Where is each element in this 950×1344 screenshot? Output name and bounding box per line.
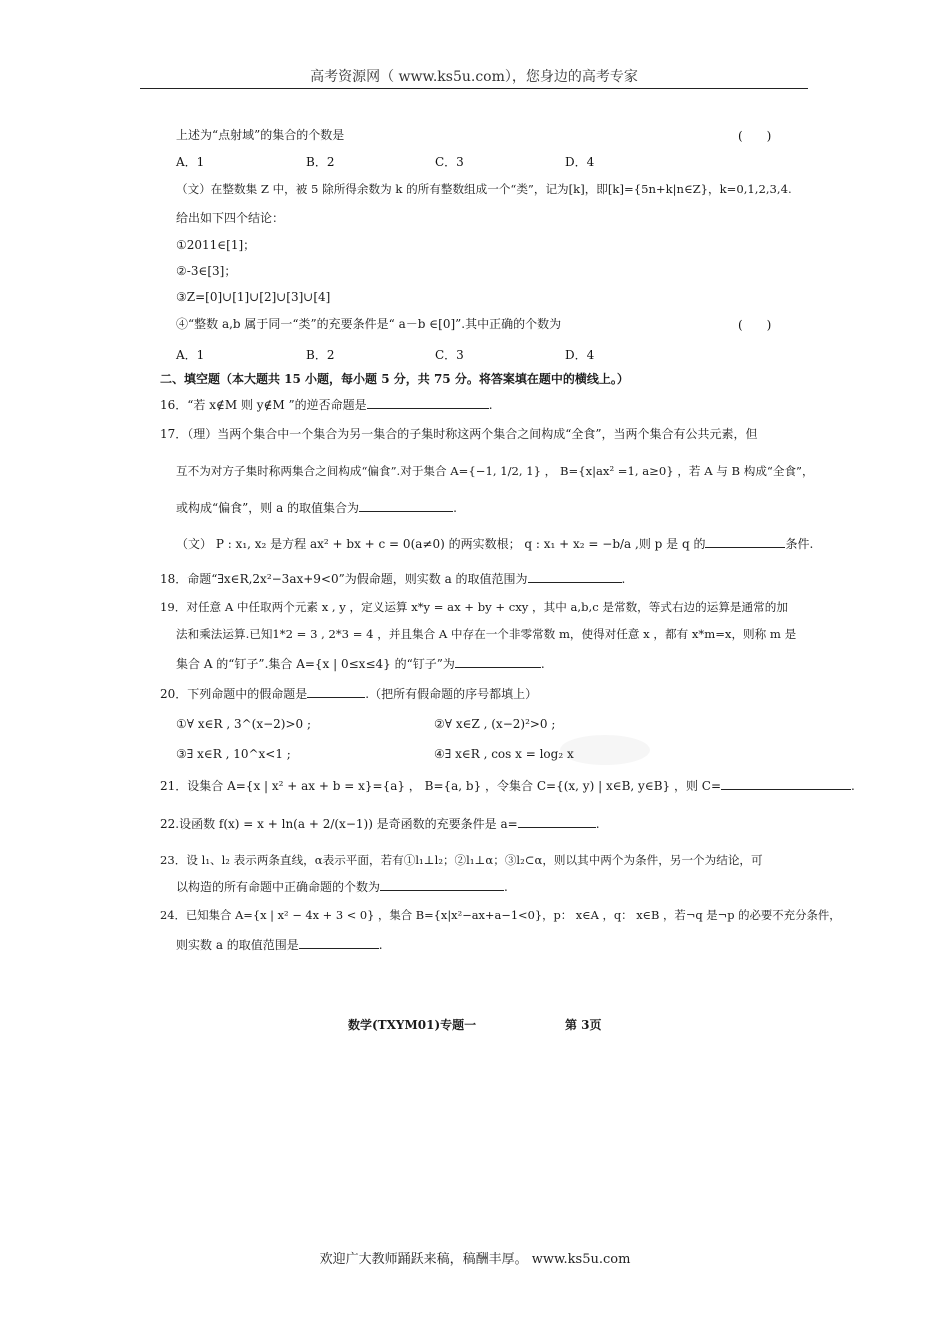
question-20-text: 20．下列命题中的假命题是: [160, 687, 308, 701]
wen-question-line1: （文）在整数集 Z 中，被 5 除所得余数为 k 的所有整数组成一个“类”，记为[k]，即[k]={5n+k|n∈Z}，k=0,1,2,3,4.: [176, 182, 792, 196]
option-d: D．4: [565, 348, 595, 362]
question-17-line3-end: .: [453, 501, 457, 515]
conclusion-1: ①2011∈[1]；: [176, 238, 256, 252]
question-17-line1: 17．（理）当两个集合中一个集合为另一集合的子集时称这两个集合之间构成“全食”，当两个集合有公共元素，但: [160, 427, 758, 441]
question-24-line2: [176, 937, 383, 953]
question-21-end: .: [851, 779, 855, 793]
answer-blank: [455, 656, 541, 668]
conclusion-2: ②-3∈[3]；: [176, 264, 237, 278]
answer-paren: ( ): [738, 318, 772, 332]
footer-subject: 数学(TXYM01)专题一: [348, 1018, 477, 1032]
question-16-end: .: [488, 398, 493, 412]
answer-blank: [299, 937, 379, 949]
answer-paren: ( ): [738, 129, 772, 143]
answer-blank: [307, 686, 365, 698]
question-19-line3: [176, 656, 545, 672]
question-20-end: .（把所有假命题的序号都填上）: [365, 687, 538, 701]
question-19-line1: 19．对任意 A 中任取两个元素 x , y ，定义运算 x*y = ax + by + cxy ，其中 a,b,c 是常数，等式右边的运算是通常的加: [160, 600, 788, 614]
answer-blank: [380, 879, 504, 891]
question-21: [160, 778, 855, 794]
question-20-option-1: ①∀ x∈R , 3^(x−2)>0 ;: [176, 717, 311, 731]
option-a: A．1: [176, 155, 205, 169]
question-22-text: 22.设函数 f(x) = x + ln(a + 2/(x−1)) 是奇函数的充要条件是 a=: [160, 817, 518, 831]
question-23-line1: 23．设 l₁、l₂ 表示两条直线，α表示平面，若有①l₁⊥l₂；②l₁⊥α；③l₂⊂α，则以其中两个为条件，另一个为结论，可: [160, 853, 763, 867]
question-16: [160, 397, 493, 413]
question-23-line2: [176, 879, 508, 895]
answer-blank: [367, 397, 489, 409]
site-header: 高考资源网（ www.ks5u.com），您身边的高考专家: [310, 69, 638, 85]
option-a: A．1: [176, 348, 205, 362]
answer-blank: [528, 571, 622, 583]
question-20-option-4: ④∃ x∈R , cos x = log₂ x: [434, 747, 574, 761]
section-fill-in-title: 二、填空题（本大题共 15 小题，每小题 5 分，共 75 分。将答案填在题中的横线上。）: [160, 372, 629, 386]
question-17-line3: [176, 500, 457, 516]
option-b: B．2: [306, 348, 335, 362]
bottom-banner: 欢迎广大教师踊跃来稿，稿酬丰厚。 www.ks5u.com: [319, 1252, 631, 1267]
question-16-text: 16．“若 x∉M 则 y∉M ”的逆否命题是: [160, 398, 367, 412]
option-d: D．4: [565, 155, 595, 169]
header-divider: [140, 88, 808, 89]
question-20: [160, 686, 537, 702]
question-23-line2-text: 以构造的所有命题中正确命题的个数为: [176, 880, 381, 894]
conclusion-3: ③Z=[0]∪[1]∪[2]∪[3]∪[4]: [176, 290, 331, 304]
question-17-line2: 互不为对方子集时称两集合之间构成“偏食”.对于集合 A={−1, 1/2, 1} ， B={x|ax² =1, a≥0} ，若 A 与 B 构成“全食”，: [176, 464, 814, 478]
question-17-wen: [176, 536, 813, 552]
question-18-text: 18．命题“∃x∈R,2x²−3ax+9<0”为假命题，则实数 a 的取值范围为: [160, 572, 528, 586]
option-c: C．3: [435, 155, 464, 169]
question-24-line1: 24．已知集合 A={x | x² − 4x + 3 < 0} ，集合 B={x|x²−ax+a−1<0}，p： x∈A ，q： x∈B ，若¬q 是¬p 的必要不充分条件，: [160, 908, 841, 922]
answer-blank: [705, 536, 785, 548]
question-18: [160, 571, 625, 587]
question-17-wen-end: 条件.: [785, 537, 814, 551]
question-24-line2-text: 则实数 a 的取值范围是: [176, 938, 299, 952]
option-c: C．3: [435, 348, 464, 362]
question-21-text: 21．设集合 A={x | x² + ax + b = x}={a} ， B={a, b} ，令集合 C={(x, y) | x∈B, y∈B} ，则 C=: [160, 779, 722, 793]
question-22-end: .: [595, 817, 600, 831]
question-23-line2-end: .: [504, 880, 508, 894]
answer-blank: [721, 778, 851, 790]
question-22: [160, 816, 600, 832]
question-20-option-3: ③∃ x∈R , 10^x<1 ;: [176, 747, 291, 761]
question-24-line2-end: .: [378, 938, 383, 952]
conclusion-4: ④“整数 a,b 属于同一“类”的充要条件是“ a－b ∈[0]”.其中正确的个数为: [176, 317, 562, 331]
question-17-wen-text: （文） P : x₁, x₂ 是方程 ax² + bx + c = 0(a≠0) 的两实数根； q : x₁ + x₂ = −b/a ,则 p 是 q 的: [176, 537, 706, 551]
footer-page-number: 第 3页: [565, 1018, 602, 1032]
question-17-line3-text: 或构成“偏食”，则 a 的取值集合为: [176, 501, 360, 515]
question-20-option-2: ②∀ x∈Z , (x−2)²>0 ;: [434, 717, 556, 731]
question-19-line3-text: 集合 A 的“钉子”.集合 A={x | 0≤x≤4} 的“钉子”为: [176, 657, 455, 671]
question-19-line3-end: .: [540, 657, 545, 671]
question-18-end: .: [621, 572, 626, 586]
question-19-line2: 法和乘法运算.已知1*2 = 3 , 2*3 = 4 ，并且集合 A 中存在一个非零常数 m，使得对任意 x ，都有 x*m=x，则称 m 是: [176, 627, 797, 641]
answer-blank: [518, 816, 596, 828]
answer-blank: [359, 500, 453, 512]
option-b: B．2: [306, 155, 335, 169]
question-intro: 上述为“点射域”的集合的个数是: [176, 128, 345, 142]
wen-question-line2: 给出如下四个结论：: [176, 211, 285, 225]
